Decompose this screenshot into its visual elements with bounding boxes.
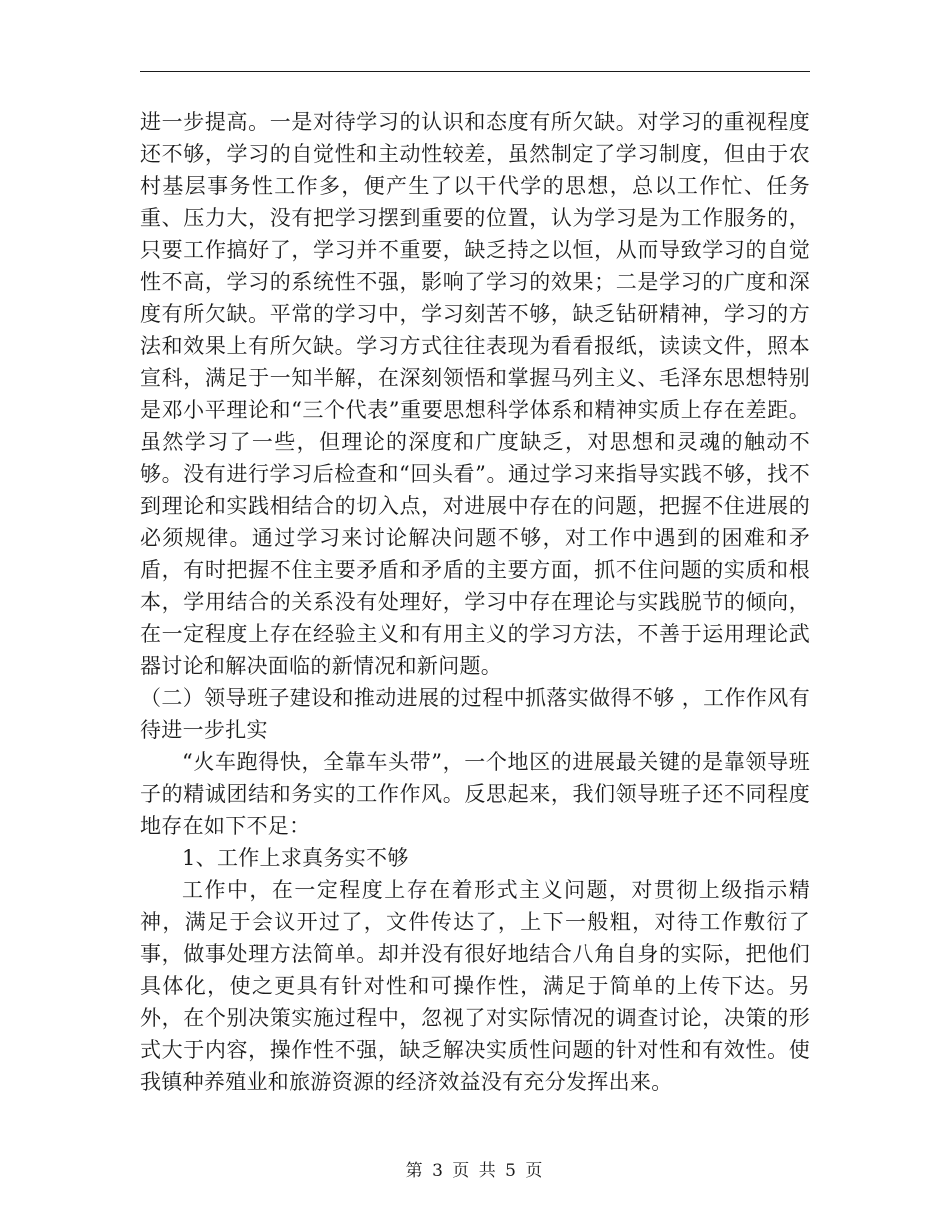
header-rule xyxy=(140,71,810,72)
document-body xyxy=(140,106,810,1098)
subheading-pragmatism: 1、工作上求真务实不够 xyxy=(182,846,409,870)
paragraph-formalism: 工作中，在一定程度上存在着形式主义问题，对贯彻上级指示精神，满足于会议开过了，文件传达了，上下一般粗，对待工作敷衍了事，做事处理方法简单。却并没有很好地结合八角自身的实际，把他们具体化，使之更具有针对性和可操作性，满足于简单的上传下达。另外，在个别决策实施过程中，忽视了对实际情况的调查讨论，决策的形式大于内容，操作性不强，缺乏解决实质性问题的针对性和有效性。使我镇种养殖业和旅游资源的经济效益没有充分发挥出来。 xyxy=(140,878,810,1094)
page-number: 第 3 页 共 5 页 xyxy=(405,1161,545,1181)
section-heading-leadership: （二）领导班子建设和推动进展的过程中抓落实做得不够 ，工作作风有待进一步扎实 xyxy=(140,686,810,742)
paragraph-study-shortcomings: 进一步提高。一是对待学习的认识和态度有所欠缺。对学习的重视程度还不够，学习的自觉性和主动性较差，虽然制定了学习制度，但由于农村基层事务性工作多，便产生了以干代学的思想，总以工作忙、任务重、压力大，没有把学习摆到重要的位置，认为学习是为工作服务的，只要工作搞好了，学习并不重要，缺乏持之以恒，从而导致学习的自觉性不高，学习的系统性不强，影响了学习的效果；二是学习的广度和深度有所欠缺。平常的学习中，学习刻苦不够，缺乏钻研精神，学习的方法和效果上有所欠缺。学习方式往往表现为看看报纸，读读文件，照本宣科，满足于一知半解，在深刻领悟和掌握马列主义、毛泽东思想特别是邓小平理论和“三个代表”重要思想科学体系和精神实质上存在差距。虽然学习了一些，但理论的深度和广度缺乏，对思想和灵魂的触动不够。没有进行学习后检查和“回头看”。通过学习来指导实践不够，找不到理论和实践相结合的切入点，对进展中存在的问题，把握不住进展的必须规律。通过学习来讨论解决问题不够，对工作中遇到的困难和矛盾，有时把握不住主要矛盾和矛盾的主要方面，抓不住问题的实质和根本，学用结合的关系没有处理好，学习中存在理论与实践脱节的倾向，在一定程度上存在经验主义和有用主义的学习方法，不善于运用理论武器讨论和解决面临的新情况和新问题。 xyxy=(140,110,810,678)
paragraph-leadership-intro: “火车跑得快，全靠车头带”，一个地区的进展最关键的是靠领导班子的精诚团结和务实的工作作风。反思起来，我们领导班子还不同程度地存在如下不足： xyxy=(140,750,810,838)
